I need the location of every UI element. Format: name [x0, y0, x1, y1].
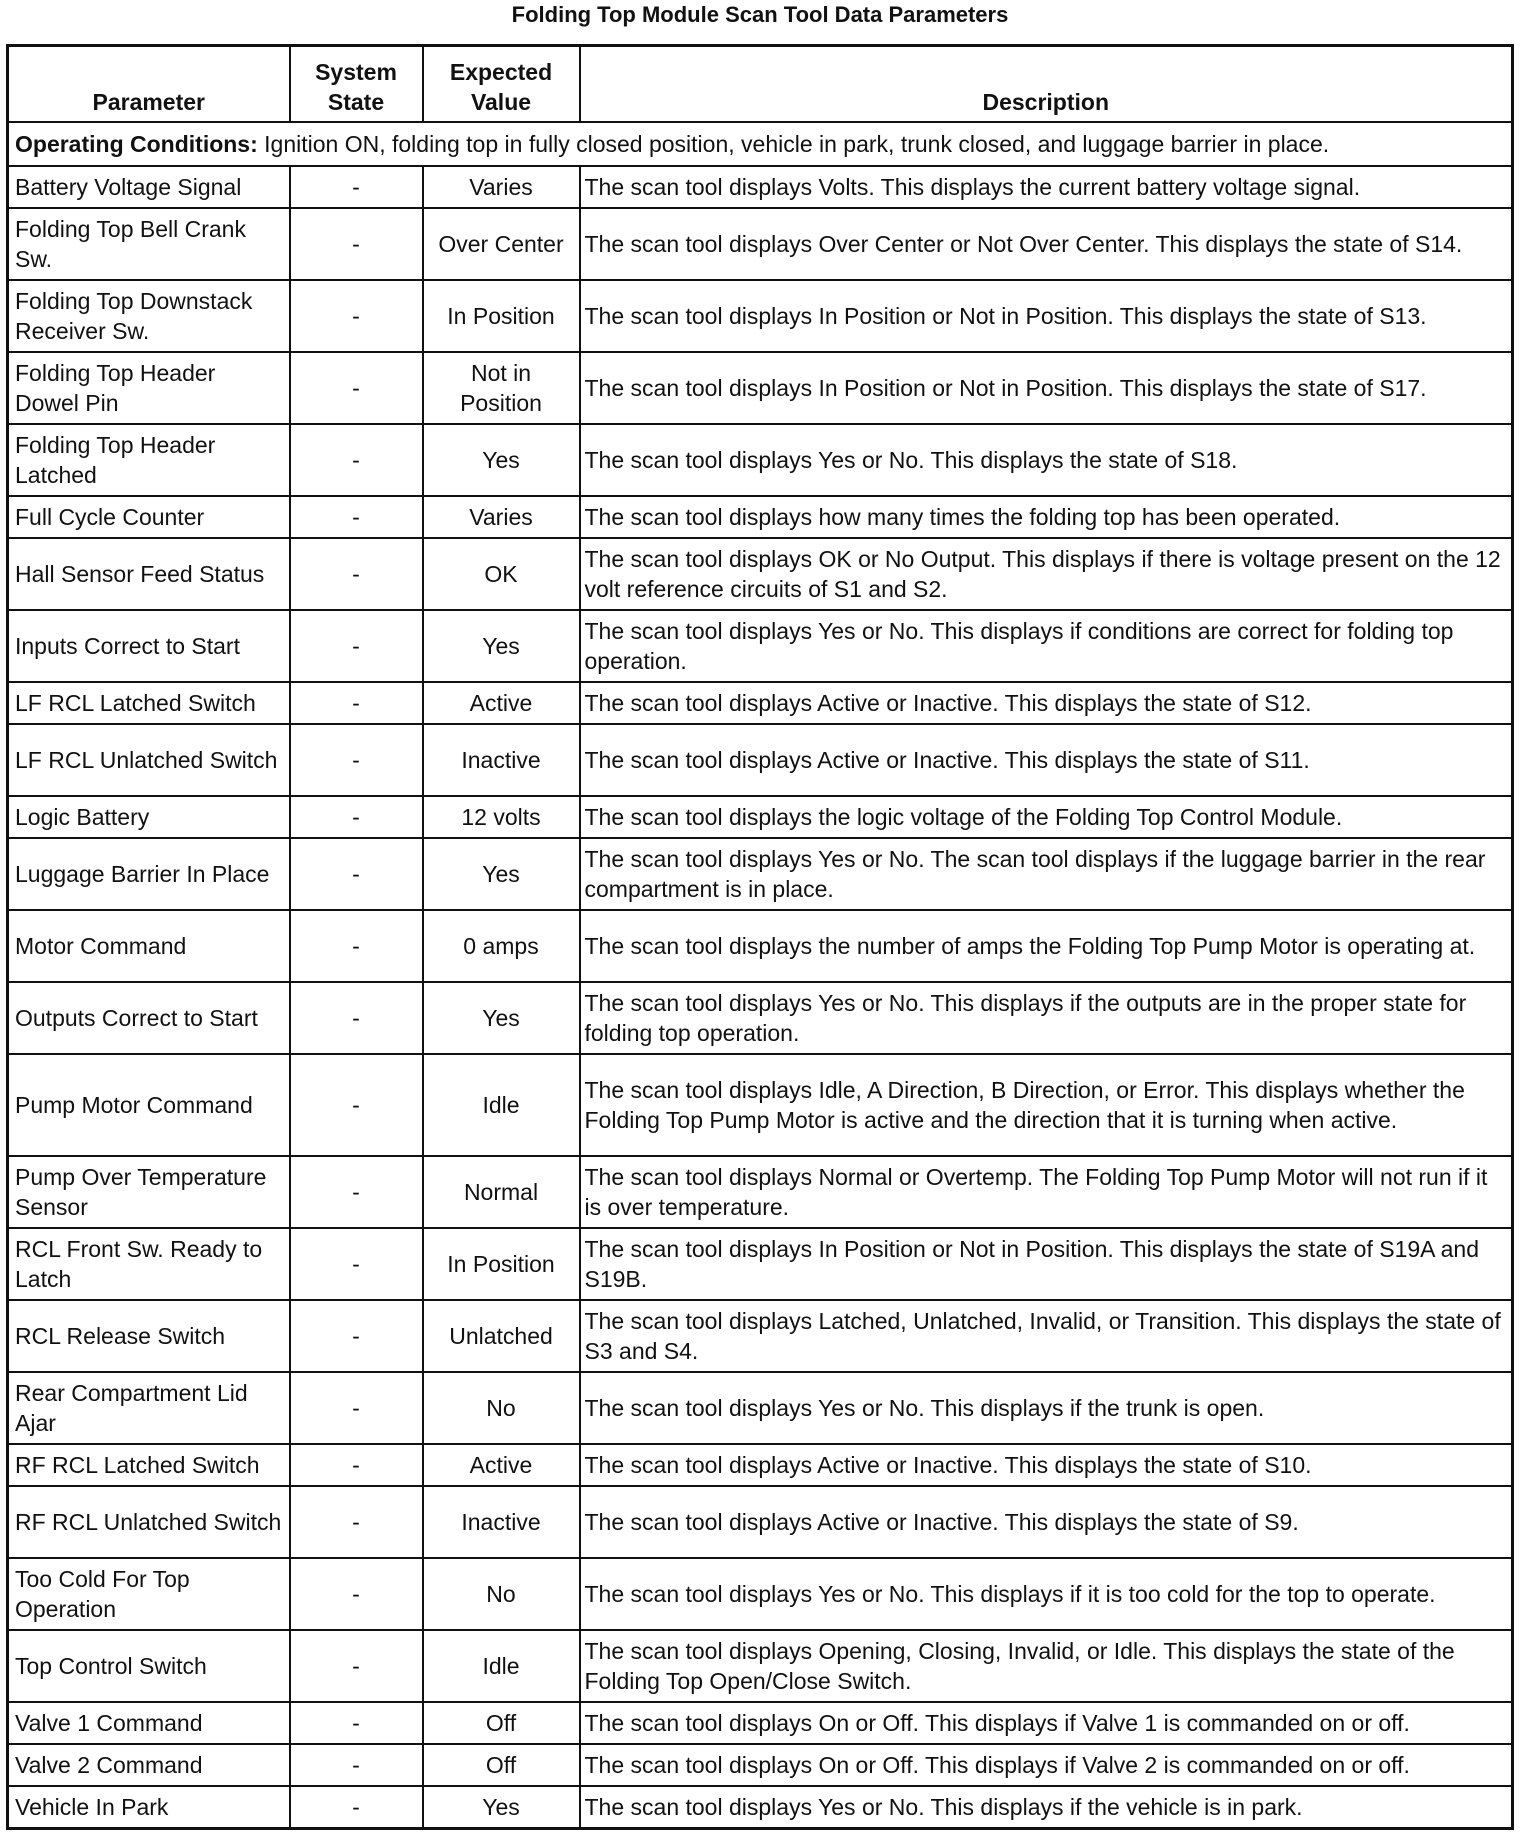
expected-value-cell: Varies: [423, 496, 580, 538]
description-cell: The scan tool displays On or Off. This displays if Valve 2 is commanded on or off.: [580, 1744, 1513, 1786]
system-state-cell: -: [290, 1702, 423, 1744]
operating-conditions-text: Ignition ON, folding top in fully closed position, vehicle in park, trunk closed, and luggage barrier in place.: [257, 131, 1330, 157]
parameter-cell: Folding Top Downstack Receiver Sw.: [8, 280, 290, 352]
description-cell: The scan tool displays Yes or No. The scan tool displays if the luggage barrier in the rear compartment is in place.: [580, 838, 1513, 910]
system-state-cell: -: [290, 724, 423, 796]
expected-value-cell: Yes: [423, 610, 580, 682]
table-row: [8, 1444, 1513, 1486]
parameter-cell: Too Cold For Top Operation: [8, 1558, 290, 1630]
parameter-cell: Inputs Correct to Start: [8, 610, 290, 682]
parameter-cell: Logic Battery: [8, 796, 290, 838]
system-state-cell: -: [290, 424, 423, 496]
expected-value-cell: Over Center: [423, 208, 580, 280]
parameter-cell: Folding Top Bell Crank Sw.: [8, 208, 290, 280]
table-row: [8, 208, 1513, 280]
expected-value-cell: OK: [423, 538, 580, 610]
table-row: [8, 610, 1513, 682]
expected-value-cell: Yes: [423, 982, 580, 1054]
expected-value-cell: Not in Position: [423, 352, 580, 424]
description-cell: The scan tool displays Active or Inactive. This displays the state of S10.: [580, 1444, 1513, 1486]
system-state-cell: -: [290, 982, 423, 1054]
description-cell: The scan tool displays the number of amps the Folding Top Pump Motor is operating at.: [580, 910, 1513, 982]
table-row: [8, 1786, 1513, 1829]
parameter-cell: Valve 2 Command: [8, 1744, 290, 1786]
system-state-cell: -: [290, 1228, 423, 1300]
table-row: [8, 1054, 1513, 1156]
table-row: [8, 166, 1513, 208]
description-cell: The scan tool displays Active or Inactive. This displays the state of S9.: [580, 1486, 1513, 1558]
system-state-cell: -: [290, 1630, 423, 1702]
header-system-state-line1: System: [315, 59, 397, 85]
parameter-cell: Folding Top Header Latched: [8, 424, 290, 496]
operating-conditions-cell: [8, 122, 1513, 166]
table-row: [8, 1558, 1513, 1630]
parameter-cell: Hall Sensor Feed Status: [8, 538, 290, 610]
table-row: [8, 280, 1513, 352]
expected-value-cell: In Position: [423, 1228, 580, 1300]
expected-value-cell: Normal: [423, 1156, 580, 1228]
expected-value-cell: 0 amps: [423, 910, 580, 982]
table-row: [8, 424, 1513, 496]
description-cell: The scan tool displays Yes or No. This displays the state of S18.: [580, 424, 1513, 496]
table-row: [8, 496, 1513, 538]
expected-value-cell: Inactive: [423, 724, 580, 796]
system-state-cell: -: [290, 1558, 423, 1630]
parameter-cell: RF RCL Latched Switch: [8, 1444, 290, 1486]
description-cell: The scan tool displays In Position or Not in Position. This displays the state of S19A and S19B.: [580, 1228, 1513, 1300]
document-title: Folding Top Module Scan Tool Data Parameters: [511, 2, 1009, 27]
system-state-cell: -: [290, 538, 423, 610]
system-state-cell: -: [290, 1156, 423, 1228]
table-row: [8, 796, 1513, 838]
expected-value-cell: Yes: [423, 424, 580, 496]
expected-value-cell: Unlatched: [423, 1300, 580, 1372]
description-cell: The scan tool displays Volts. This displays the current battery voltage signal.: [580, 166, 1513, 208]
description-cell: The scan tool displays Idle, A Direction, B Direction, or Error. This displays whether the Folding Top Pump Motor is active and the direction that it is turning when active.: [580, 1054, 1513, 1156]
description-cell: The scan tool displays Over Center or Not Over Center. This displays the state of S14.: [580, 208, 1513, 280]
table-row: [8, 1744, 1513, 1786]
description-cell: The scan tool displays Yes or No. This displays if the trunk is open.: [580, 1372, 1513, 1444]
operating-conditions-label: Operating Conditions:: [15, 131, 258, 157]
description-cell: The scan tool displays the logic voltage of the Folding Top Control Module.: [580, 796, 1513, 838]
parameter-cell: RCL Front Sw. Ready to Latch: [8, 1228, 290, 1300]
system-state-cell: -: [290, 1486, 423, 1558]
table-row: [8, 1156, 1513, 1228]
table-row: [8, 1702, 1513, 1744]
table-row: [8, 1300, 1513, 1372]
parameter-cell: Folding Top Header Dowel Pin: [8, 352, 290, 424]
description-cell: The scan tool displays On or Off. This displays if Valve 1 is commanded on or off.: [580, 1702, 1513, 1744]
description-cell: The scan tool displays Normal or Overtemp. The Folding Top Pump Motor will not run if it is over temperature.: [580, 1156, 1513, 1228]
description-cell: The scan tool displays Yes or No. This displays if conditions are correct for folding top operation.: [580, 610, 1513, 682]
table-row: [8, 982, 1513, 1054]
description-cell: The scan tool displays Latched, Unlatched, Invalid, or Transition. This displays the state of S3 and S4.: [580, 1300, 1513, 1372]
parameter-cell: Full Cycle Counter: [8, 496, 290, 538]
table-row: [8, 724, 1513, 796]
parameter-cell: RCL Release Switch: [8, 1300, 290, 1372]
system-state-cell: -: [290, 682, 423, 724]
expected-value-cell: Active: [423, 1444, 580, 1486]
parameter-cell: LF RCL Latched Switch: [8, 682, 290, 724]
system-state-cell: -: [290, 496, 423, 538]
description-cell: The scan tool displays Opening, Closing, Invalid, or Idle. This displays the state of the Folding Top Open/Close Switch.: [580, 1630, 1513, 1702]
expected-value-cell: Off: [423, 1744, 580, 1786]
parameter-cell: Motor Command: [8, 910, 290, 982]
expected-value-cell: In Position: [423, 280, 580, 352]
parameter-cell: Vehicle In Park: [8, 1786, 290, 1829]
description-cell: The scan tool displays Active or Inactive. This displays the state of S11.: [580, 724, 1513, 796]
description-cell: The scan tool displays Yes or No. This displays if the vehicle is in park.: [580, 1786, 1513, 1829]
parameter-cell: Valve 1 Command: [8, 1702, 290, 1744]
expected-value-cell: No: [423, 1372, 580, 1444]
header-row: [8, 46, 1513, 123]
parameter-cell: RF RCL Unlatched Switch: [8, 1486, 290, 1558]
scan-tool-data-table: [6, 44, 1514, 1830]
table-row: [8, 1630, 1513, 1702]
system-state-cell: -: [290, 166, 423, 208]
table-row: [8, 352, 1513, 424]
header-description: Description: [580, 46, 1513, 123]
system-state-cell: -: [290, 1786, 423, 1829]
header-expected-value: [423, 46, 580, 123]
expected-value-cell: Yes: [423, 838, 580, 910]
header-parameter: Parameter: [8, 46, 290, 123]
header-system-state-line2: State: [327, 89, 385, 115]
description-cell: The scan tool displays In Position or Not in Position. This displays the state of S17.: [580, 352, 1513, 424]
system-state-cell: -: [290, 1372, 423, 1444]
expected-value-cell: Idle: [423, 1630, 580, 1702]
table-row: [8, 538, 1513, 610]
operating-conditions-row: [8, 122, 1513, 166]
parameter-cell: Pump Over Temperature Sensor: [8, 1156, 290, 1228]
expected-value-cell: Idle: [423, 1054, 580, 1156]
system-state-cell: -: [290, 838, 423, 910]
description-cell: The scan tool displays OK or No Output. This displays if there is voltage present on the 12 volt reference circuits of S1 and S2.: [580, 538, 1513, 610]
parameter-cell: Rear Compartment Lid Ajar: [8, 1372, 290, 1444]
system-state-cell: -: [290, 1054, 423, 1156]
header-expected-value-line2: Value: [470, 89, 532, 115]
system-state-cell: -: [290, 1300, 423, 1372]
parameter-cell: LF RCL Unlatched Switch: [8, 724, 290, 796]
system-state-cell: -: [290, 796, 423, 838]
parameter-cell: Luggage Barrier In Place: [8, 838, 290, 910]
header-system-state: [290, 46, 423, 123]
description-cell: The scan tool displays Yes or No. This displays if it is too cold for the top to operate.: [580, 1558, 1513, 1630]
table-row: [8, 910, 1513, 982]
expected-value-cell: Inactive: [423, 1486, 580, 1558]
system-state-cell: -: [290, 910, 423, 982]
description-cell: The scan tool displays In Position or Not in Position. This displays the state of S13.: [580, 280, 1513, 352]
parameter-cell: Battery Voltage Signal: [8, 166, 290, 208]
system-state-cell: -: [290, 280, 423, 352]
description-cell: The scan tool displays Yes or No. This displays if the outputs are in the proper state for folding top operation.: [580, 982, 1513, 1054]
table-row: [8, 682, 1513, 724]
header-expected-value-line1: Expected: [449, 59, 553, 85]
table-row: [8, 1372, 1513, 1444]
expected-value-cell: No: [423, 1558, 580, 1630]
system-state-cell: -: [290, 208, 423, 280]
system-state-cell: -: [290, 1744, 423, 1786]
description-cell: The scan tool displays how many times the folding top has been operated.: [580, 496, 1513, 538]
table-row: [8, 838, 1513, 910]
system-state-cell: -: [290, 1444, 423, 1486]
expected-value-cell: Active: [423, 682, 580, 724]
system-state-cell: -: [290, 610, 423, 682]
table-row: [8, 1486, 1513, 1558]
table-row: [8, 1228, 1513, 1300]
system-state-cell: -: [290, 352, 423, 424]
parameter-cell: Pump Motor Command: [8, 1054, 290, 1156]
description-cell: The scan tool displays Active or Inactive. This displays the state of S12.: [580, 682, 1513, 724]
expected-value-cell: Off: [423, 1702, 580, 1744]
expected-value-cell: Yes: [423, 1786, 580, 1829]
expected-value-cell: Varies: [423, 166, 580, 208]
parameter-cell: Top Control Switch: [8, 1630, 290, 1702]
parameter-cell: Outputs Correct to Start: [8, 982, 290, 1054]
expected-value-cell: 12 volts: [423, 796, 580, 838]
